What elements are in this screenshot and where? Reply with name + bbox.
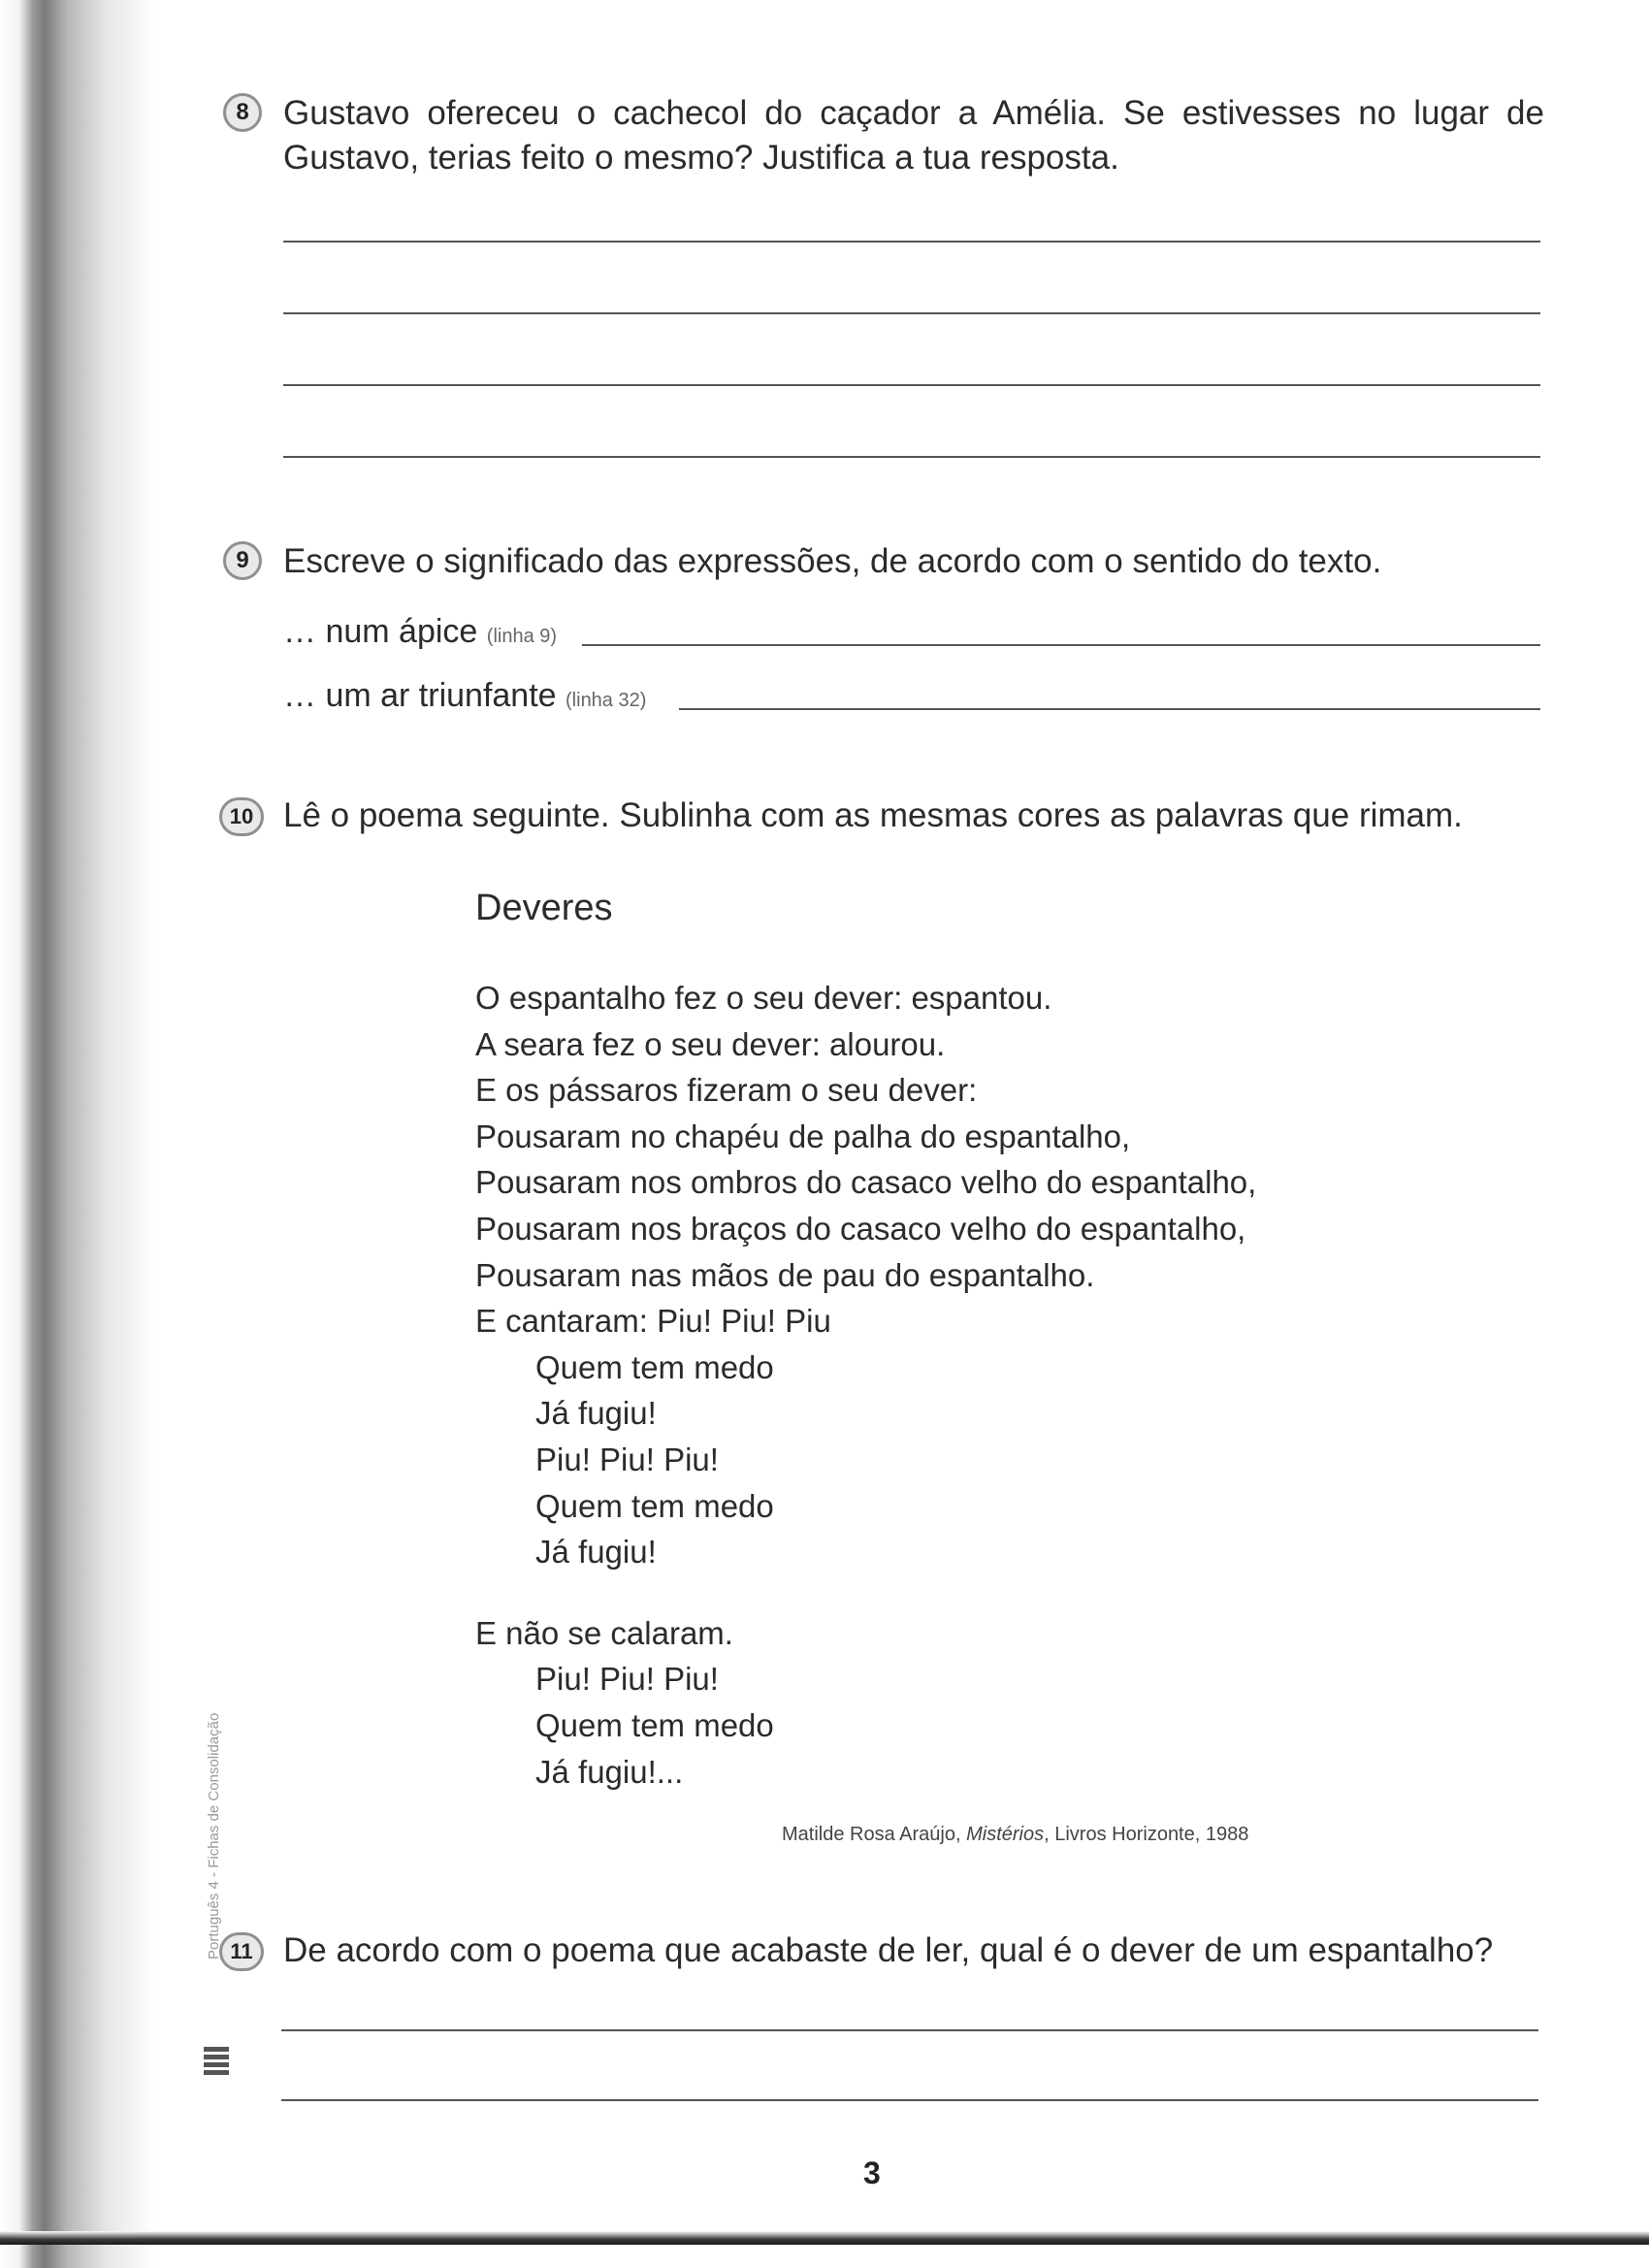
poem-line: Piu! Piu! Piu!: [535, 1441, 719, 1477]
stanza-gap: [475, 1575, 1256, 1610]
poem-line: Quem tem medo: [535, 1706, 774, 1743]
poem-line: A seara fez o seu dever: alourou.: [475, 1025, 946, 1062]
poem-source: [782, 1824, 1248, 1846]
poem-line: O espantalho fez o seu dever: espantou.: [475, 980, 1052, 1016]
question-10-number: 10: [219, 797, 264, 836]
poem-line: Pousaram nos ombros do casaco velho do espantalho,: [475, 1164, 1257, 1201]
poem-line: Piu! Piu! Piu!: [535, 1661, 719, 1698]
answer-line[interactable]: [582, 644, 1540, 646]
expression-1-ref: (linha 9): [486, 626, 558, 647]
poem-title: Deveres: [475, 888, 613, 928]
expression-2-ref: (linha 32): [566, 690, 647, 711]
side-publisher-text: Português 4 - Fichas de Consolidação: [206, 1712, 222, 1960]
question-11-number: 11: [219, 1932, 264, 1971]
question-9-number: 9: [223, 541, 262, 580]
expression-1: [283, 613, 557, 651]
publisher-logo-icon: [204, 2047, 229, 2084]
poem-line: Quem tem medo: [535, 1487, 774, 1524]
poem-body: [475, 975, 1256, 1795]
poem-line: Pousaram nos braços do casaco velho do espantalho,: [475, 1210, 1246, 1247]
poem-line: Já fugiu!: [535, 1395, 657, 1432]
poem-line: Já fugiu!...: [535, 1753, 684, 1790]
poem-line: E não se calaram.: [475, 1614, 733, 1651]
source-title: Mistérios: [966, 1824, 1045, 1845]
answer-line[interactable]: [283, 241, 1540, 243]
question-10-text: Lê o poema seguinte. Sublinha com as mesmas cores as palavras que rimam.: [283, 796, 1463, 834]
poem-line: E os pássaros fizeram o seu dever:: [475, 1072, 978, 1109]
answer-line[interactable]: [281, 2099, 1538, 2101]
expression-2: [283, 677, 646, 715]
answer-line[interactable]: [679, 708, 1540, 710]
question-9-text: Escreve o significado das expressões, de acordo com o sentido do texto.: [283, 542, 1382, 580]
answer-line[interactable]: [283, 384, 1540, 386]
poem-line: Quem tem medo: [535, 1348, 774, 1385]
question-8-number: 8: [223, 93, 262, 132]
question-8-text: Gustavo ofereceu o cachecol do caçador a Amélia. Se estivesses no lugar de Gustavo, terias feito o mesmo? Justifica a tua resposta.: [283, 94, 1544, 177]
source-rest: , Livros Horizonte, 1988: [1044, 1824, 1249, 1845]
poem-line: Pousaram nas mãos de pau do espantalho.: [475, 1256, 1095, 1293]
page-number: 3: [863, 2155, 881, 2190]
poem-line: Pousaram no chapéu de palha do espantalho,: [475, 1118, 1131, 1154]
source-author: Matilde Rosa Araújo,: [782, 1824, 967, 1845]
expression-2-text: … um ar triunfante: [283, 677, 557, 714]
poem-line: Já fugiu!: [535, 1534, 657, 1571]
expression-1-text: … num ápice: [283, 613, 478, 650]
answer-line[interactable]: [281, 2029, 1538, 2031]
scan-bottom-edge: [0, 2231, 1649, 2245]
question-11-text: De acordo com o poema que acabaste de ler, qual é o dever de um espantalho?: [283, 1931, 1494, 1969]
answer-line[interactable]: [283, 456, 1540, 458]
answer-line[interactable]: [283, 312, 1540, 314]
poem-line: E cantaram: Piu! Piu! Piu: [475, 1303, 831, 1340]
scan-binding-shadow: [0, 0, 155, 2268]
